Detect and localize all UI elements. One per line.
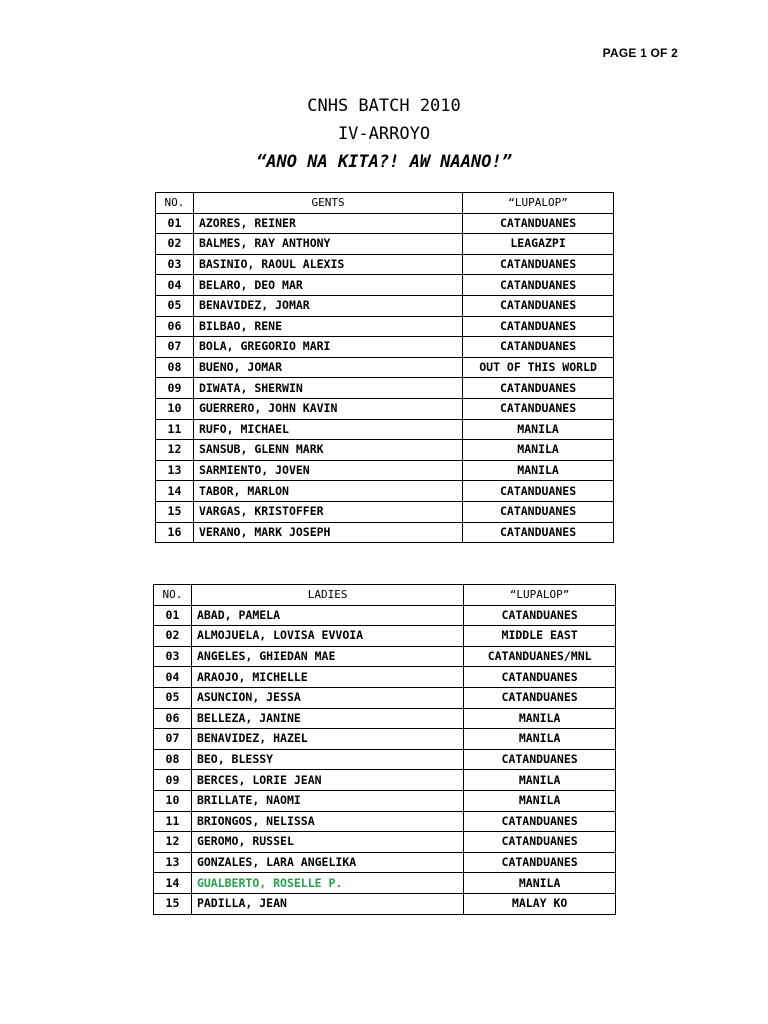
table-row — [156, 213, 614, 234]
row-location: CATANDUANES — [463, 316, 614, 337]
table-row — [156, 440, 614, 461]
row-location: MANILA — [463, 440, 614, 461]
row-number: 04 — [154, 667, 192, 688]
row-name: AZORES, REINER — [193, 213, 462, 234]
row-location: MANILA — [464, 729, 616, 750]
row-location: CATANDUANES — [464, 852, 616, 873]
row-name: BENAVIDEZ, JOMAR — [193, 295, 462, 316]
row-name: BUENO, JOMAR — [193, 357, 462, 378]
row-number: 07 — [154, 729, 192, 750]
row-location: CATANDUANES — [463, 522, 614, 543]
table-row — [156, 419, 614, 440]
table-row — [154, 708, 616, 729]
row-name: TABOR, MARLON — [193, 481, 462, 502]
row-number: 13 — [154, 852, 192, 873]
row-number: 04 — [156, 275, 194, 296]
table-row — [156, 460, 614, 481]
slogan-title: “ANO NA KITA?! AW NAANO!” — [256, 152, 512, 172]
header-location: “LUPALOP” — [464, 585, 616, 606]
ladies-table — [153, 584, 616, 915]
row-location: CATANDUANES — [463, 337, 614, 358]
table-row — [154, 832, 616, 853]
table-row — [154, 893, 616, 914]
row-name: BENAVIDEZ, HAZEL — [191, 729, 463, 750]
row-location: MANILA — [464, 873, 616, 894]
section-title: IV-ARROYO — [337, 124, 431, 144]
gents-table — [155, 192, 614, 543]
table-header-row — [154, 585, 616, 606]
row-name: GEROMO, RUSSEL — [191, 832, 463, 853]
row-location: MALAY KO — [464, 893, 616, 914]
row-name: BOLA, GREGORIO MARI — [193, 337, 462, 358]
table-row — [156, 337, 614, 358]
row-location: CATANDUANES — [464, 749, 616, 770]
row-number: 11 — [154, 811, 192, 832]
header-no: NO. — [156, 193, 194, 214]
row-name: BELLEZA, JANINE — [191, 708, 463, 729]
row-name: GONZALES, LARA ANGELIKA — [191, 852, 463, 873]
table-row — [154, 852, 616, 873]
row-number: 14 — [154, 873, 192, 894]
row-name: BEO, BLESSY — [191, 749, 463, 770]
table-row — [156, 234, 614, 255]
row-location: CATANDUANES/MNL — [464, 646, 616, 667]
header-ladies: LADIES — [191, 585, 463, 606]
row-location: LEAGAZPI — [463, 234, 614, 255]
row-number: 01 — [156, 213, 194, 234]
table-row — [154, 749, 616, 770]
row-number: 10 — [154, 790, 192, 811]
table-row — [154, 811, 616, 832]
row-number: 05 — [154, 687, 192, 708]
row-location: MANILA — [463, 419, 614, 440]
row-name: SARMIENTO, JOVEN — [193, 460, 462, 481]
row-number: 08 — [154, 749, 192, 770]
row-name: BELARO, DEO MAR — [193, 275, 462, 296]
row-number: 05 — [156, 295, 194, 316]
table-row — [154, 626, 616, 647]
row-number: 12 — [154, 832, 192, 853]
table-row — [154, 729, 616, 750]
table-row — [156, 398, 614, 419]
row-location: CATANDUANES — [464, 667, 616, 688]
row-location: CATANDUANES — [463, 481, 614, 502]
document-title-block — [0, 92, 768, 176]
row-location: CATANDUANES — [463, 501, 614, 522]
row-location: MIDDLE EAST — [464, 626, 616, 647]
row-name: RUFO, MICHAEL — [193, 419, 462, 440]
table-row — [156, 378, 614, 399]
row-name: ANGELES, GHIEDAN MAE — [191, 646, 463, 667]
row-number: 07 — [156, 337, 194, 358]
table-row — [154, 873, 616, 894]
row-name: ASUNCION, JESSA — [191, 687, 463, 708]
table-row — [156, 316, 614, 337]
row-number: 14 — [156, 481, 194, 502]
row-location: CATANDUANES — [463, 378, 614, 399]
row-number: 06 — [154, 708, 192, 729]
row-name: DIWATA, SHERWIN — [193, 378, 462, 399]
row-location: CATANDUANES — [463, 275, 614, 296]
row-name: VARGAS, KRISTOFFER — [193, 501, 462, 522]
table-row — [156, 522, 614, 543]
row-location: CATANDUANES — [463, 254, 614, 275]
row-number: 15 — [154, 893, 192, 914]
table-row — [156, 357, 614, 378]
row-location: CATANDUANES — [463, 213, 614, 234]
row-location: CATANDUANES — [464, 605, 616, 626]
row-number: 01 — [154, 605, 192, 626]
row-location: CATANDUANES — [463, 295, 614, 316]
row-number: 11 — [156, 419, 194, 440]
row-name: BERCES, LORIE JEAN — [191, 770, 463, 791]
row-location: MANILA — [463, 460, 614, 481]
header-gents: GENTS — [193, 193, 462, 214]
row-name: GUALBERTO, ROSELLE P. — [191, 873, 463, 894]
row-number: 06 — [156, 316, 194, 337]
row-name: ABAD, PAMELA — [191, 605, 463, 626]
row-number: 09 — [156, 378, 194, 399]
row-location: MANILA — [464, 708, 616, 729]
table-row — [156, 501, 614, 522]
table-row — [156, 254, 614, 275]
row-name: BRIONGOS, NELISSA — [191, 811, 463, 832]
row-location: OUT OF THIS WORLD — [463, 357, 614, 378]
row-location: CATANDUANES — [463, 398, 614, 419]
row-name: ALMOJUELA, LOVISA EVVOIA — [191, 626, 463, 647]
header-no: NO. — [154, 585, 192, 606]
row-name: ARAOJO, MICHELLE — [191, 667, 463, 688]
table-header-row — [156, 193, 614, 214]
table-row — [156, 295, 614, 316]
row-number: 15 — [156, 501, 194, 522]
table-row — [156, 275, 614, 296]
header-location: “LUPALOP” — [463, 193, 614, 214]
table-row — [154, 687, 616, 708]
row-number: 10 — [156, 398, 194, 419]
row-name: BASINIO, RAOUL ALEXIS — [193, 254, 462, 275]
row-location: CATANDUANES — [464, 811, 616, 832]
row-name: SANSUB, GLENN MARK — [193, 440, 462, 461]
row-number: 02 — [154, 626, 192, 647]
table-row — [154, 667, 616, 688]
page-number-label: PAGE 1 OF 2 — [602, 46, 678, 60]
row-number: 16 — [156, 522, 194, 543]
table-row — [154, 770, 616, 791]
row-location: MANILA — [464, 770, 616, 791]
table-row — [154, 605, 616, 626]
table-row — [156, 481, 614, 502]
row-location: MANILA — [464, 790, 616, 811]
row-number: 03 — [154, 646, 192, 667]
row-location: CATANDUANES — [464, 832, 616, 853]
row-name: BRILLATE, NAOMI — [191, 790, 463, 811]
batch-title: CNHS BATCH 2010 — [307, 96, 461, 116]
row-number: 03 — [156, 254, 194, 275]
row-location: CATANDUANES — [464, 687, 616, 708]
row-name: BALMES, RAY ANTHONY — [193, 234, 462, 255]
table-row — [154, 646, 616, 667]
row-name: VERANO, MARK JOSEPH — [193, 522, 462, 543]
row-number: 02 — [156, 234, 194, 255]
row-number: 09 — [154, 770, 192, 791]
row-name: BILBAO, RENE — [193, 316, 462, 337]
row-number: 13 — [156, 460, 194, 481]
table-row — [154, 790, 616, 811]
row-number: 12 — [156, 440, 194, 461]
row-number: 08 — [156, 357, 194, 378]
row-name: PADILLA, JEAN — [191, 893, 463, 914]
row-name: GUERRERO, JOHN KAVIN — [193, 398, 462, 419]
